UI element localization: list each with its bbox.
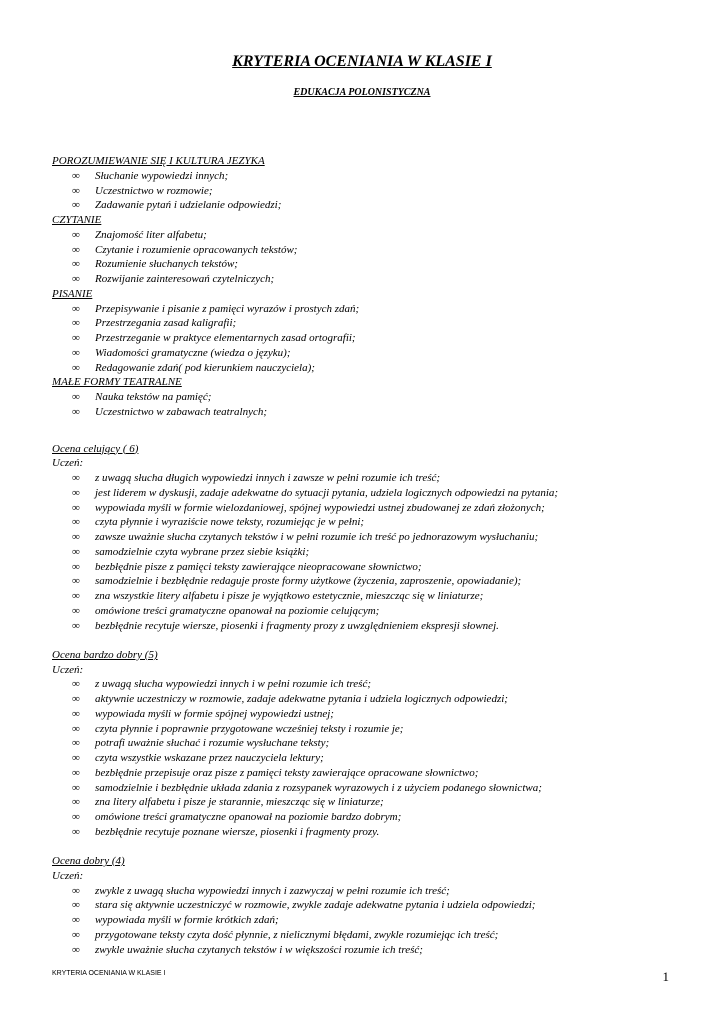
list-item-text: z uwagą słucha wypowiedzi innych i w pełni rozumie ich treść; xyxy=(95,678,371,691)
list-item-text: Uczestnictwo w zabawach teatralnych; xyxy=(95,405,268,418)
list-item-text: wypowiada myśli w formie wielozdaniowej, spójnej wypowiedzi ustnej zbudowanej ze zdań złożonych; xyxy=(95,501,545,514)
section-heading: CZYTANIE xyxy=(52,214,102,226)
list-item xyxy=(52,736,702,751)
list-item-text: Znajomość liter alfabetu; xyxy=(95,228,207,241)
list-item-text: z uwagą słucha długich wypowiedzi innych i zawsze w pełni rozumie ich treść; xyxy=(95,472,441,484)
infinity-bullet-icon: ∞ xyxy=(72,243,80,256)
list-item xyxy=(52,692,702,707)
infinity-bullet-icon: ∞ xyxy=(72,575,80,588)
section xyxy=(52,287,702,376)
list-item-text: bezbłędnie recytuje wiersze, piosenki i fragmenty prozy z uwzględnieniem ekspresji słownej. xyxy=(95,619,499,632)
list-item-text: samodzielnie i bezbłędnie redaguje proste formy użytkowe (życzenia, zaproszenie, opowiadanie); xyxy=(95,575,522,588)
list-item-text: zwykle z uwagą słucha wypowiedzi innych i zazwyczaj w pełni rozumie ich treść; xyxy=(95,884,450,897)
document-title: KRYTERIA OCENIANIA W KLASIE I xyxy=(232,53,492,70)
list-item-text: Słuchanie wypowiedzi innych; xyxy=(95,169,229,182)
section-subject-label: Uczeń: xyxy=(52,457,84,470)
infinity-bullet-icon: ∞ xyxy=(72,317,80,330)
infinity-bullet-icon: ∞ xyxy=(72,516,80,529)
infinity-bullet-icon: ∞ xyxy=(72,884,80,897)
list-item xyxy=(52,390,702,405)
list-item xyxy=(52,913,702,928)
list-item xyxy=(52,257,702,272)
section xyxy=(52,854,702,957)
section-heading: MAŁE FORMY TEATRALNE xyxy=(52,376,182,389)
list-item xyxy=(52,943,702,958)
section xyxy=(52,213,702,287)
list-item xyxy=(52,766,702,781)
infinity-bullet-icon: ∞ xyxy=(72,781,80,794)
section xyxy=(52,154,702,213)
list-item-text: Przestrzeganie w praktyce elementarnych zasad ortografii; xyxy=(95,332,356,344)
list-item-text: Wiadomości gramatyczne (wiedza o języku); xyxy=(95,346,291,359)
list-item-text: Uczestnictwo w rozmowie; xyxy=(95,184,213,197)
list-item-text: czyta wszystkie wskazane przez nauczyciela lektury; xyxy=(95,752,324,764)
infinity-bullet-icon: ∞ xyxy=(72,707,80,720)
infinity-bullet-icon: ∞ xyxy=(72,737,80,750)
infinity-bullet-icon: ∞ xyxy=(72,796,80,809)
list-item xyxy=(52,243,702,258)
list-item-text: wypowiada myśli w formie spójnej wypowiedzi ustnej; xyxy=(95,707,334,720)
list-item xyxy=(52,589,702,604)
list-item xyxy=(52,619,702,634)
list-item-text: Przestrzegania zasad kaligrafii; xyxy=(95,317,237,330)
infinity-bullet-icon: ∞ xyxy=(72,590,80,602)
infinity-bullet-icon: ∞ xyxy=(72,486,80,499)
infinity-bullet-icon: ∞ xyxy=(72,928,80,941)
list-item xyxy=(52,707,702,722)
list-item-text: samodzielnie i bezbłędnie układa zdania z rozsypanek wyrazowych i z użyciem podanego słownictwa; xyxy=(95,781,542,794)
section-heading: Ocena dobry (4) xyxy=(52,855,125,867)
infinity-bullet-icon: ∞ xyxy=(72,332,80,344)
section-heading: POROZUMIEWANIE SIĘ I KULTURA JEZYKA xyxy=(52,155,265,167)
list-item xyxy=(52,515,702,530)
list-item xyxy=(52,228,702,243)
section-heading: Ocena bardzo dobry (5) xyxy=(52,648,158,661)
infinity-bullet-icon: ∞ xyxy=(72,228,80,241)
list-item xyxy=(52,751,702,766)
list-item-text: omówione treści gramatyczne opanował na poziomie bardzo dobrym; xyxy=(95,811,402,823)
infinity-bullet-icon: ∞ xyxy=(72,693,80,705)
infinity-bullet-icon: ∞ xyxy=(72,302,80,315)
list-item xyxy=(52,198,702,213)
infinity-bullet-icon: ∞ xyxy=(72,531,80,543)
infinity-bullet-icon: ∞ xyxy=(72,825,80,838)
infinity-bullet-icon: ∞ xyxy=(72,169,80,182)
list-item-text: omówione treści gramatyczne opanował na poziomie celującym; xyxy=(95,604,380,617)
list-item xyxy=(52,486,702,501)
infinity-bullet-icon: ∞ xyxy=(72,811,80,823)
list-item xyxy=(52,722,702,737)
section xyxy=(52,648,702,840)
list-item-text: Zadawanie pytań i udzielanie odpowiedzi; xyxy=(95,199,282,212)
infinity-bullet-icon: ∞ xyxy=(72,560,80,573)
section-subject-label: Uczeń: xyxy=(52,663,84,676)
list-item-text: Przepisywanie i pisanie z pamięci wyrazów i prostych zdań; xyxy=(95,302,360,315)
list-item xyxy=(52,331,702,346)
list-item-text: zawsze uważnie słucha czytanych tekstów i w pełni rozumie ich treść po jednorazowym wysłuchaniu; xyxy=(95,531,539,543)
list-item xyxy=(52,884,702,899)
list-item-text: zna wszystkie litery alfabetu i pisze je wyjątkowo estetycznie, mieszcząc się w liniaturze; xyxy=(95,590,484,602)
list-item-text: potrafi uważnie słuchać i rozumie wysłuchane teksty; xyxy=(95,737,330,750)
list-item xyxy=(52,781,702,796)
infinity-bullet-icon: ∞ xyxy=(72,899,80,912)
section-heading: Ocena celujący ( 6) xyxy=(52,442,139,455)
list-item xyxy=(52,574,702,589)
list-item xyxy=(52,184,702,199)
list-item-text: aktywnie uczestniczy w rozmowie, zadaje adekwatne pytania i udziela logicznych odpowiedzi; xyxy=(95,693,508,705)
infinity-bullet-icon: ∞ xyxy=(72,361,80,374)
list-item xyxy=(52,810,702,825)
infinity-bullet-icon: ∞ xyxy=(72,545,80,558)
infinity-bullet-icon: ∞ xyxy=(72,619,80,632)
infinity-bullet-icon: ∞ xyxy=(72,604,80,617)
list-item xyxy=(52,795,702,810)
infinity-bullet-icon: ∞ xyxy=(72,346,80,359)
list-item xyxy=(52,501,702,516)
infinity-bullet-icon: ∞ xyxy=(72,199,80,212)
list-item-text: Rozumienie słuchanych tekstów; xyxy=(95,258,238,271)
list-item xyxy=(52,316,702,331)
list-item xyxy=(52,677,702,692)
list-item-text: wypowiada myśli w formie krótkich zdań; xyxy=(95,914,279,926)
list-item xyxy=(52,530,702,545)
list-item-text: Rozwijanie zainteresowań czytelniczych; xyxy=(95,273,275,285)
list-item xyxy=(52,346,702,361)
document-body xyxy=(52,154,702,957)
infinity-bullet-icon: ∞ xyxy=(72,391,80,403)
list-item-text: czyta płynnie i wyraziście nowe teksty, rozumiejąc je w pełni; xyxy=(95,516,365,529)
infinity-bullet-icon: ∞ xyxy=(72,501,80,514)
infinity-bullet-icon: ∞ xyxy=(72,472,80,484)
infinity-bullet-icon: ∞ xyxy=(72,405,80,418)
list-item-text: bezbłędnie przepisuje oraz pisze z pamięci teksty zawierające opracowane słownictwo; xyxy=(95,766,479,779)
section xyxy=(52,442,702,634)
list-item-text: Nauka tekstów na pamięć; xyxy=(95,391,212,403)
list-item xyxy=(52,560,702,575)
list-item xyxy=(52,272,702,287)
infinity-bullet-icon: ∞ xyxy=(72,752,80,764)
section-heading: PISANIE xyxy=(52,287,93,300)
infinity-bullet-icon: ∞ xyxy=(72,722,80,735)
list-item-text: zna litery alfabetu i pisze je starannie, mieszcząc się w liniaturze; xyxy=(95,796,384,809)
infinity-bullet-icon: ∞ xyxy=(72,943,80,956)
list-item-text: stara się aktywnie uczestniczyć w rozmowie, zwykle zadaje adekwatne pytania i udziela odpowiedzi; xyxy=(95,899,536,912)
list-item-text: bezbłędnie recytuje poznane wiersze, piosenki i fragmenty prozy. xyxy=(95,825,380,838)
list-item-text: zwykle uważnie słucha czytanych tekstów i w większości rozumie ich treść; xyxy=(95,943,423,956)
list-item-text: bezbłędnie pisze z pamięci teksty zawierające nieopracowane słownictwo; xyxy=(95,560,422,573)
list-item xyxy=(52,169,702,184)
list-item xyxy=(52,898,702,913)
list-item xyxy=(52,302,702,317)
list-item-text: Redagowanie zdań( pod kierunkiem nauczyciela); xyxy=(95,361,315,374)
list-item xyxy=(52,825,702,840)
list-item-text: przygotowane teksty czyta dość płynnie, z nielicznymi błędami, zwykle rozumiejąc ich treść; xyxy=(95,928,499,941)
infinity-bullet-icon: ∞ xyxy=(72,678,80,691)
list-item-text: samodzielnie czyta wybrane przez siebie książki; xyxy=(95,545,310,558)
infinity-bullet-icon: ∞ xyxy=(72,184,80,197)
infinity-bullet-icon: ∞ xyxy=(72,914,80,926)
infinity-bullet-icon: ∞ xyxy=(72,273,80,285)
document-subtitle: EDUKACJA POLONISTYCZNA xyxy=(293,87,431,98)
infinity-bullet-icon: ∞ xyxy=(72,258,80,271)
section xyxy=(52,375,702,419)
section-subject-label: Uczeń: xyxy=(52,869,84,882)
list-item xyxy=(52,545,702,560)
page-footer: KRYTERIA OCENIANIA W KLASIE I xyxy=(52,970,166,977)
list-item-text: jest liderem w dyskusji, zadaje adekwatne do sytuacji pytania, udziela logicznych odpowiedzi na pytania; xyxy=(95,486,559,499)
list-item xyxy=(52,405,702,420)
list-item-text: czyta płynnie i poprawnie przygotowane wcześniej teksty i rozumie je; xyxy=(95,722,404,735)
infinity-bullet-icon: ∞ xyxy=(72,766,80,779)
list-item xyxy=(52,604,702,619)
list-item-text: Czytanie i rozumienie opracowanych tekstów; xyxy=(95,243,298,256)
list-item xyxy=(52,928,702,943)
list-item xyxy=(52,361,702,376)
list-item xyxy=(52,471,702,486)
page-number: 1 xyxy=(662,969,669,984)
